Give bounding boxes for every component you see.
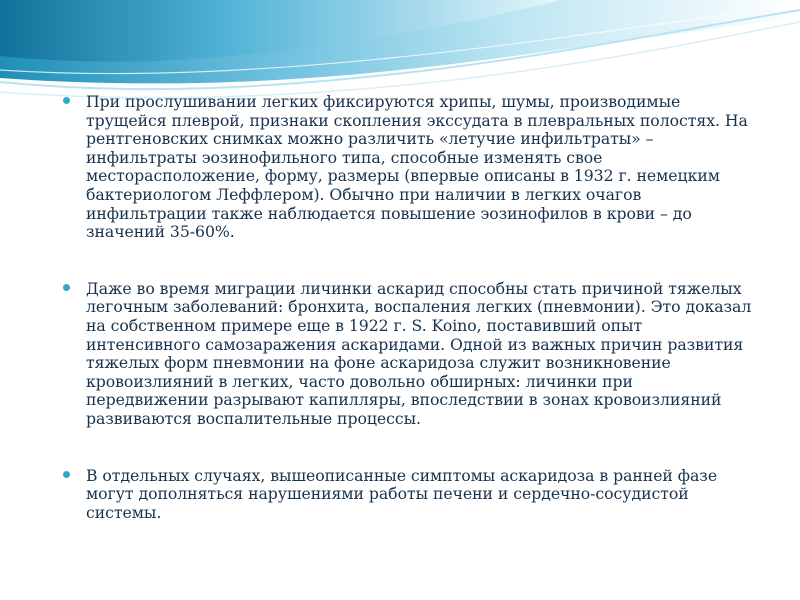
bullet-item-3 <box>60 467 760 523</box>
bullet-item-1 <box>60 93 760 242</box>
slide-content <box>60 93 760 522</box>
bullet-text-3: В отдельных случаях, вышеописанные симптомы аскаридоза в ранней фазе могут дополняться нарушениями работы печени и сердечно-сосудистой системы. <box>86 465 718 522</box>
bullet-text-2: Даже во время миграции личинки аскарид способны стать причиной тяжелых легочным заболеваний: бронхита, воспаления легких (пневмонии). Это доказал на собственном примере еще в 1922 г. S. Koino, поставивший опыт интенсивного самозаражения аскаридами. Одной из важных причин развития тяжелых форм пневмонии на фоне аскаридоза служит возникновение кровоизлияний в легких, часто довольно обширных: личинки при передвижении разрывают капилляры, впоследствии в зонах кровоизлияний развиваются воспалительные процессы. <box>86 278 752 428</box>
bullet-text-1: При прослушивании легких фиксируются хрипы, шумы, производимые трущейся плеврой, признаки скопления экссудата в плевральных полостях. На рентгеновских снимках можно различить «летучие инфильтраты» – инфильтраты эозинофильного типа, способные изменять свое месторасположение, форму, размеры (впервые описаны в 1932 г. немецким бактериологом Леффлером). Обычно при наличии в легких очагов инфильтрации также наблюдается повышение эозинофилов в крови – до значений 35-60%. <box>86 92 748 242</box>
bullet-item-2 <box>60 280 760 429</box>
